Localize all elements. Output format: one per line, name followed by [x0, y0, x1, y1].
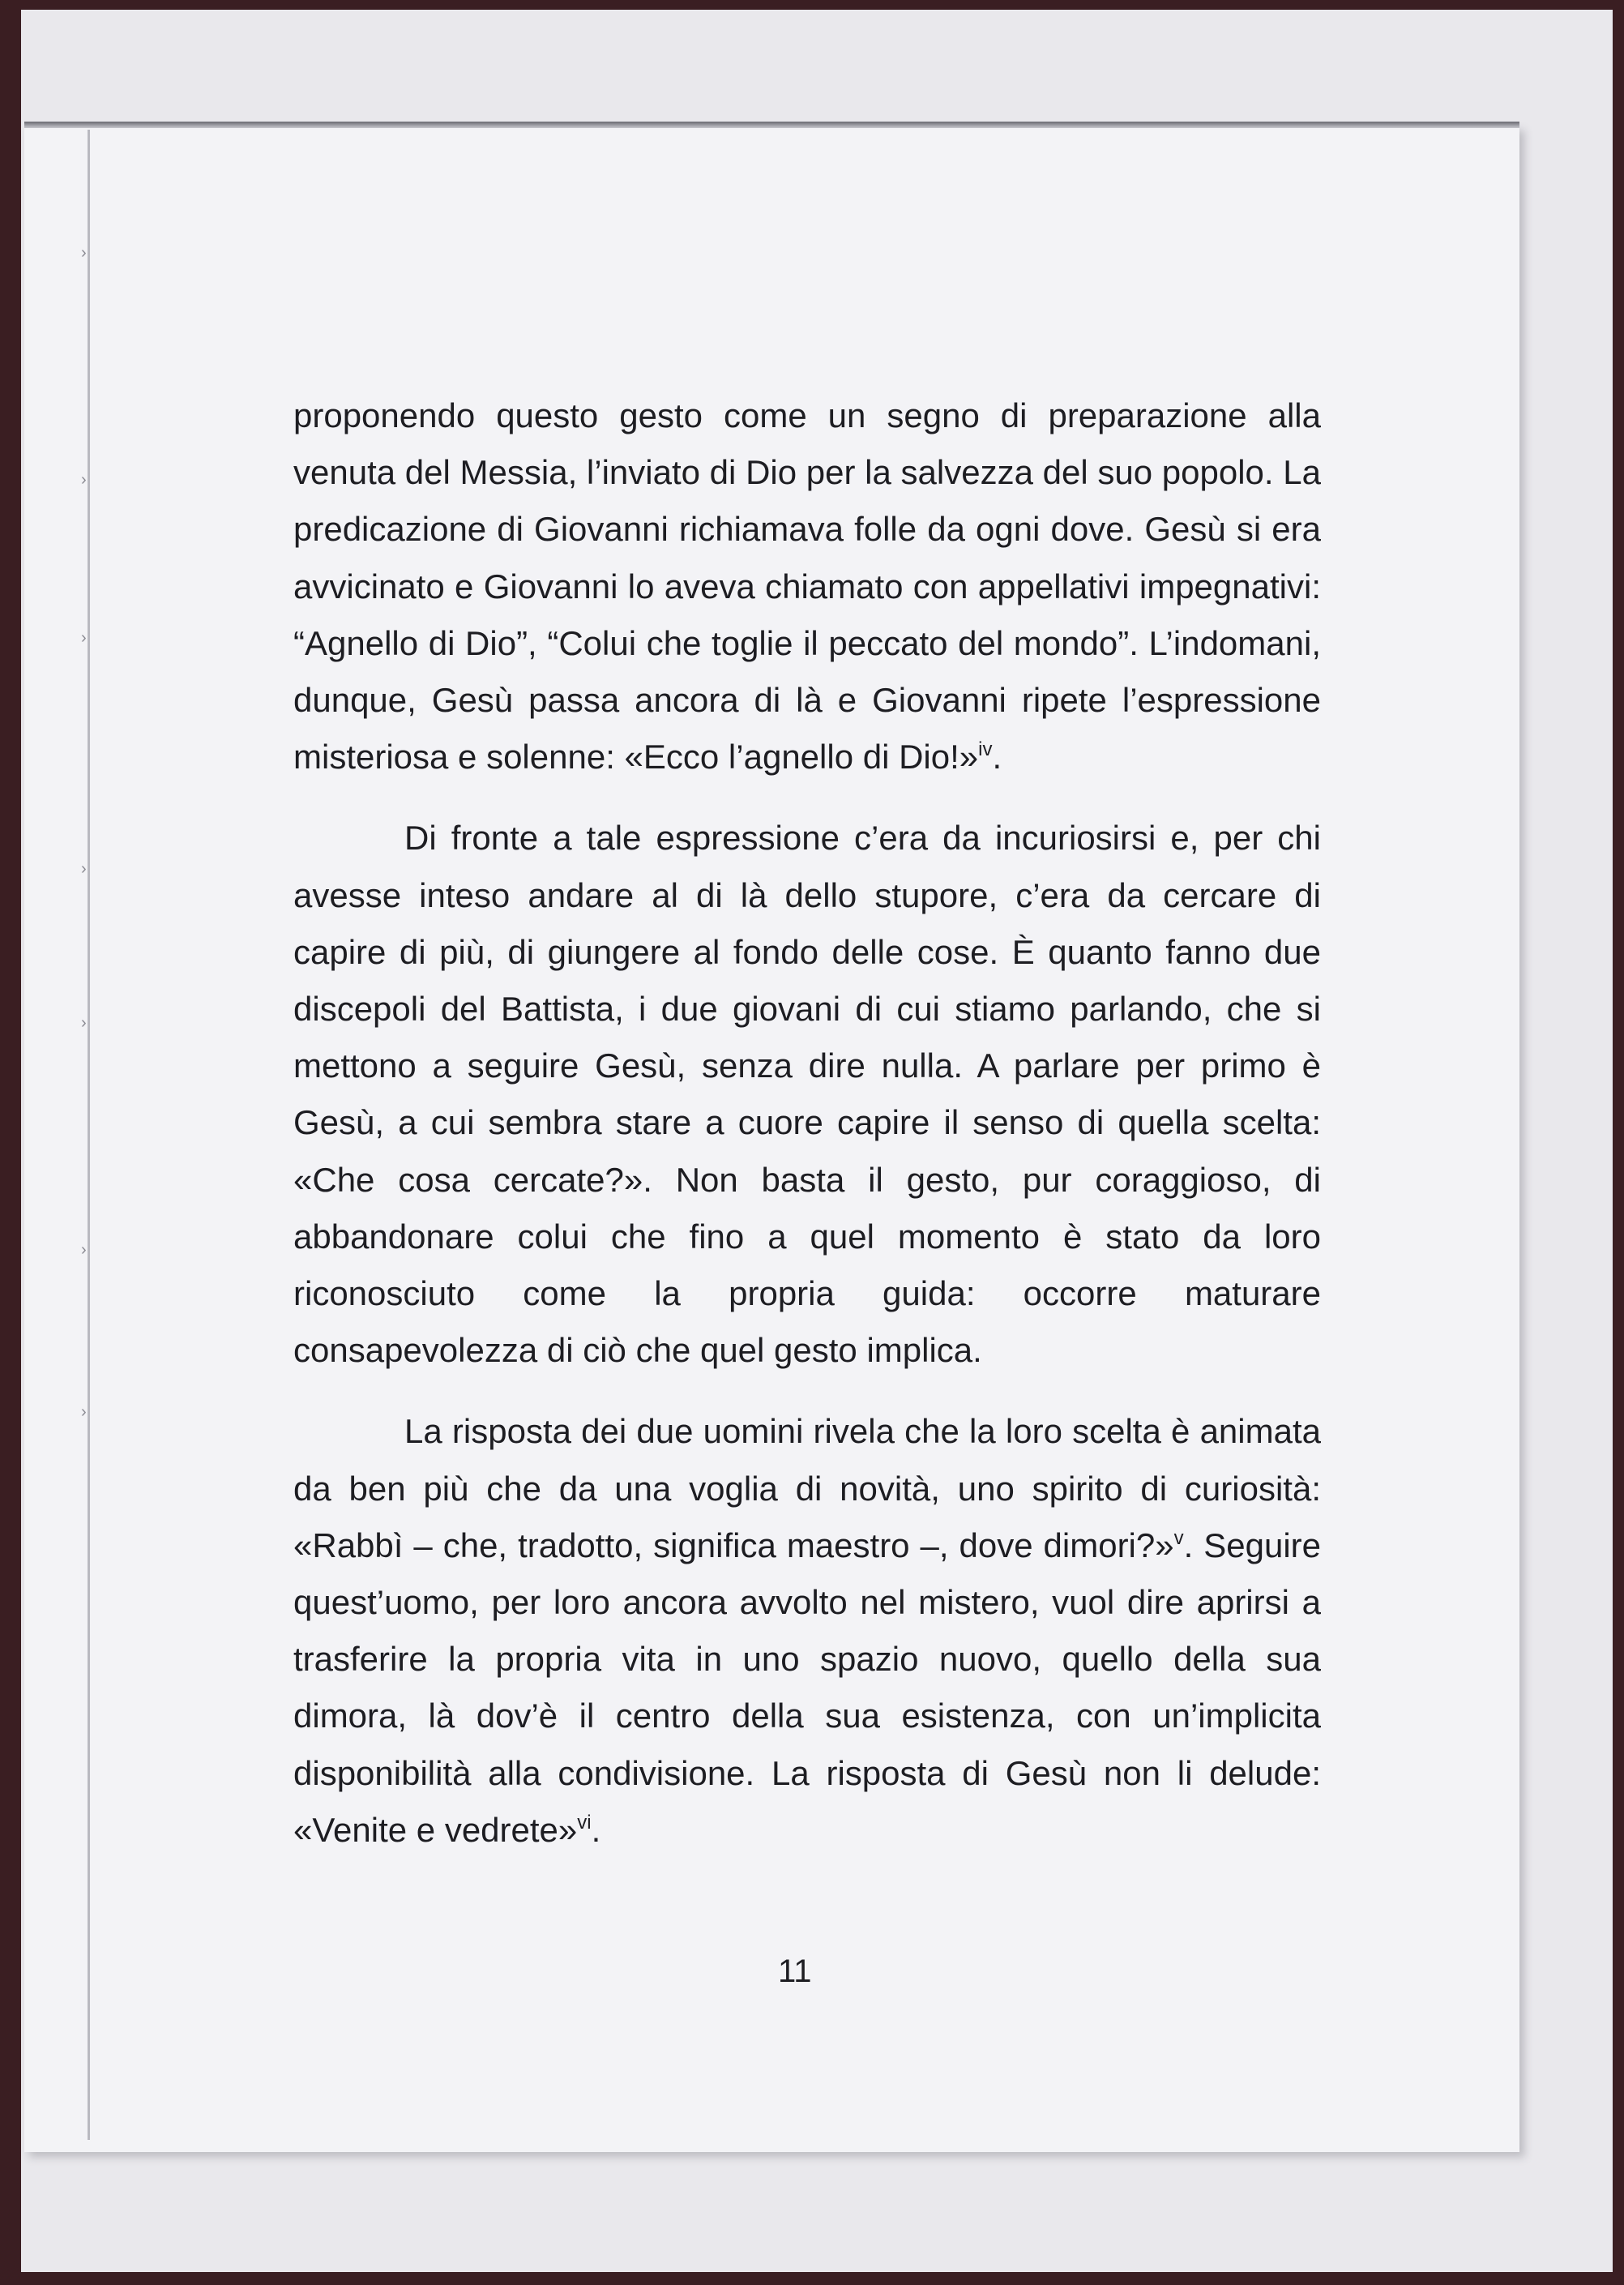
scan-edge-left: [0, 0, 21, 2285]
stitch-mark: ›: [81, 1403, 87, 1421]
paragraph-text: La risposta dei due uomini rivela che la loro scelta è animata da ben più che da una voglia di novità, uno spirito di curiosità: «Rabbì – che, tradotto, significa maestro –, dove dimori?»: [293, 1412, 1321, 1564]
paragraph-text: Di fronte a tale espressione c’era da incuriosirsi e, per chi avesse inteso andare al di là dello stupore, c’era da cercare di capire di più, di giungere al fondo delle cose. È quanto fanno due discepoli del Battista, i due giovani di cui stiamo parlando, che si mettono a seguire Gesù, senza dire nulla. A parlare per primo è Gesù, a cui sembra stare a cuore capire il senso di quella scelta: «Che cosa cercate?». Non basta il gesto, pur coraggioso, di abbandonare colui che fino a quel momento è stato da loro riconosciuto come la propria guida: occorre maturare consapevolezza di ciò che quel gesto implica.: [293, 819, 1321, 1370]
stitch-mark: ›: [81, 629, 87, 647]
stitch-mark: ›: [81, 1014, 87, 1032]
stitch-mark: ›: [81, 244, 87, 262]
paragraph-text: .: [591, 1810, 601, 1849]
paragraph-text: .: [992, 738, 1002, 777]
scan-edge-right: [1613, 0, 1624, 2285]
paragraph-2: [293, 810, 1321, 1379]
book-spine: [88, 130, 90, 2140]
paragraph-text: proponendo questo gesto come un segno di preparazione alla venuta del Messia, l’inviato di Dio per la salvezza del suo popolo. La predicazione di Giovanni richiamava folle da ogni dove. Gesù si era avvicinato e Giovanni lo aveva chiamato con appellativi impegnativi: “Agnello di Dio”, “Colui che toglie il peccato del mondo”. L’indomani, dunque, Gesù passa ancora di là e Giovanni ripete l’espressione misteriosa e solenne: «Ecco l’agnello di Dio!»: [293, 396, 1321, 777]
page-top-edge: [24, 122, 1519, 128]
footnote-ref: iv: [978, 738, 993, 761]
page-number: 11: [778, 1953, 812, 1989]
paragraph-3: [293, 1403, 1321, 1859]
paragraph-text: . Seguire quest’uomo, per loro ancora avvolto nel mistero, vuol dire aprirsi a trasferire la propria vita in uno spazio nuovo, quello della sua dimora, là dov’è il centro della sua esistenza, con un’implicita disponibilità alla condivisione. La risposta di Gesù non li delude: «Venite e vedrete»: [293, 1525, 1322, 1849]
stitch-mark: ›: [81, 860, 87, 878]
footnote-ref: vi: [577, 1811, 592, 1834]
scan-edge-top: [0, 0, 1624, 10]
body-text: [293, 387, 1321, 1859]
footnote-ref: v: [1173, 1526, 1184, 1549]
paragraph-1: [293, 387, 1321, 785]
stitch-mark: ›: [81, 1241, 87, 1259]
stitch-mark: ›: [81, 471, 87, 489]
scan-edge-bottom: [0, 2272, 1624, 2285]
